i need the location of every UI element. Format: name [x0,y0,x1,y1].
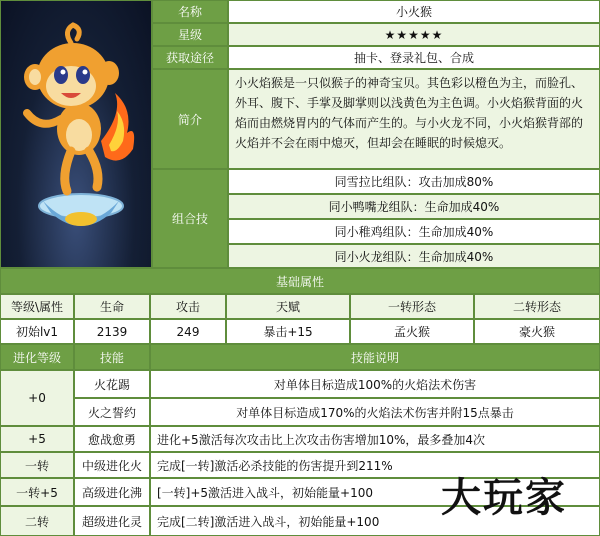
skill-desc: 完成[二转]激活进入战斗，初始能量+100 [150,506,600,536]
attr-form-1: 孟火猴 [350,319,474,344]
skill-level: 一转 [0,452,74,478]
name-value: 小火猴 [228,0,600,23]
skill-level: +0 [0,370,74,426]
skill-desc: 进化+5激活每次攻击比上次攻击伤害增加10%，最多叠加4次 [150,426,600,452]
attr-header: 天赋 [226,294,350,319]
rarity-stars: ★★★★★ [228,23,600,46]
site-watermark: 大玩家 [441,473,567,521]
combo-item: 同雪拉比组队：攻击加成80% [228,169,600,194]
intro-label: 简介 [152,69,228,169]
obtain-value: 抽卡、登录礼包、合成 [228,46,600,69]
attr-header: 生命 [74,294,150,319]
skill-level: +5 [0,426,74,452]
skill-desc: 对单体目标造成100%的火焰法术伤害 [150,370,600,398]
skill-desc: [一转]+5激活进入战斗，初始能量+100 [150,478,600,506]
skill-name: 火花踢 [74,370,150,398]
attr-header: 等级\属性 [0,294,74,319]
skill-header-desc: 技能说明 [150,344,600,370]
obtain-label: 获取途径 [152,46,228,69]
rarity-label: 星级 [152,23,228,46]
name-label: 名称 [152,0,228,23]
combo-label: 组合技 [152,169,228,268]
skill-name: 超级进化灵 [74,506,150,536]
skill-name: 愈战愈勇 [74,426,150,452]
attr-talent: 暴击+15 [226,319,350,344]
combo-item: 同小鸭嘴龙组队：生命加成40% [228,194,600,219]
skill-desc: 完成[一转]激活必杀技能的伤害提升到211% [150,452,600,478]
skill-level: 一转+5 [0,478,74,506]
skill-header-level: 进化等级 [0,344,74,370]
skill-header-skill: 技能 [74,344,150,370]
base-attrs-title: 基础属性 [0,268,600,294]
attr-header: 攻击 [150,294,226,319]
attr-level: 初始lv1 [0,319,74,344]
chimchar-illustration [1,1,152,268]
skill-name: 火之誓约 [74,398,150,426]
attr-header: 二转形态 [474,294,600,319]
character-portrait [0,0,152,268]
attr-header: 一转形态 [350,294,474,319]
skill-name: 高级进化沸 [74,478,150,506]
skill-name: 中级进化火 [74,452,150,478]
attr-attack: 249 [150,319,226,344]
intro-text: 小火焰猴是一只似猴子的神奇宝贝。其色彩以橙色为主，而脸孔、外耳、腹下、手掌及脚掌则以浅黄色为主色调。小火焰猴背面的火焰而由燃烧胃内的气体而产生的。与小火龙不同，小火焰猴背部的火焰并不会在雨中熄灭，但却会在睡眠的时候熄灭。 [228,69,600,169]
attr-form-2: 豪火猴 [474,319,600,344]
combo-item: 同小火龙组队：生命加成40% [228,244,600,268]
skill-desc: 对单体目标造成170%的火焰法术伤害并附15点暴击 [150,398,600,426]
combo-item: 同小稚鸡组队：生命加成40% [228,219,600,244]
attr-hp: 2139 [74,319,150,344]
skill-level: 二转 [0,506,74,536]
